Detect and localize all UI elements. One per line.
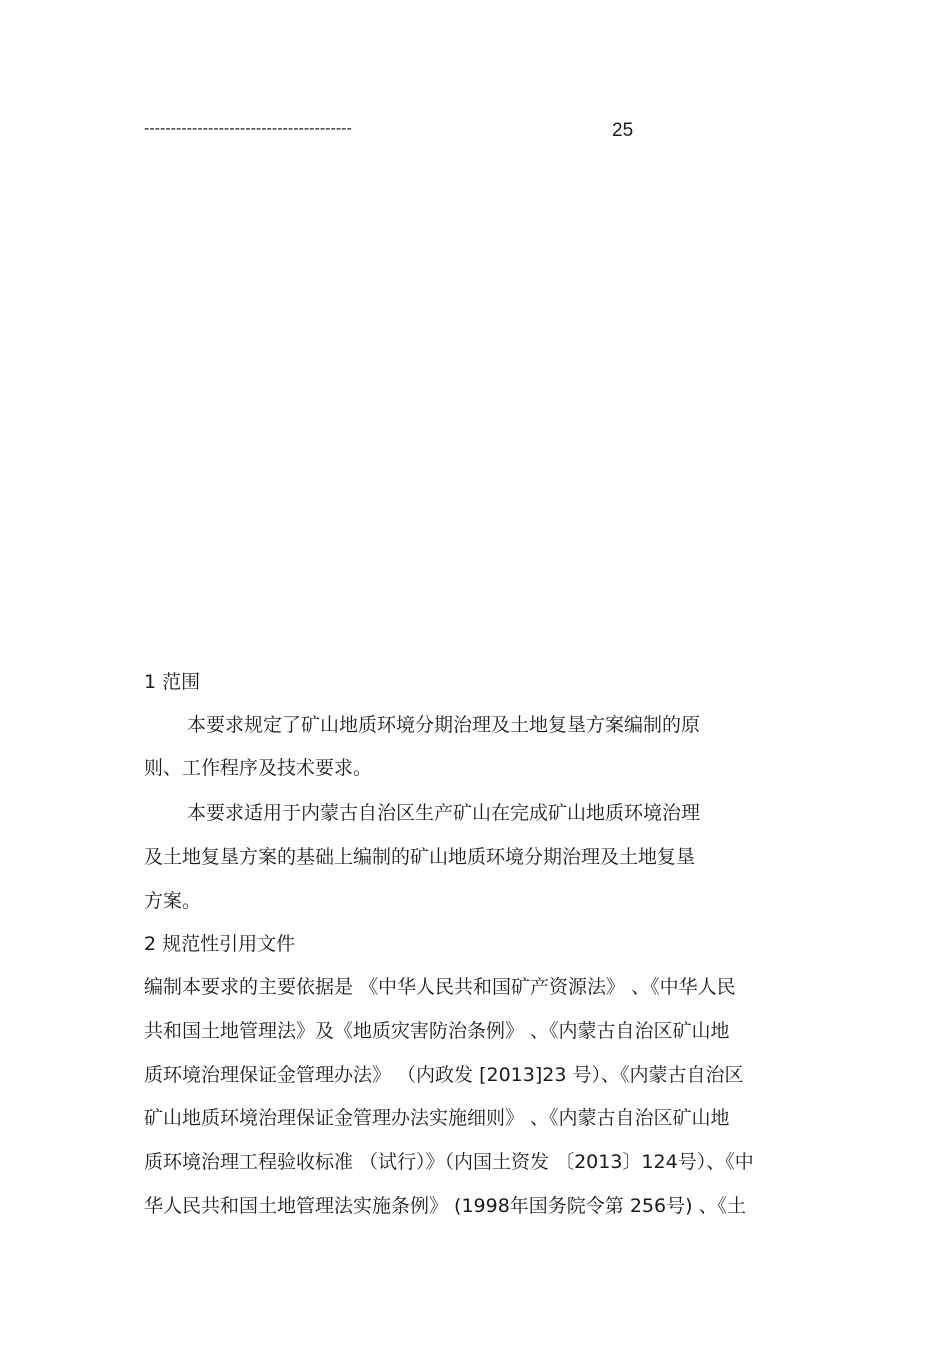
toc-leader: --------------------------------------- (144, 120, 352, 137)
section-2-paragraph-line: 编制本要求的主要依据是 《中华人民共和国矿产资源法》 、《中华人民 (144, 976, 736, 998)
section-2-paragraph-line: 华人民共和国土地管理法实施条例》 (1998年国务院令第 256号) 、《土 (144, 1195, 747, 1217)
section-1-paragraph-line: 本要求适用于内蒙古自治区生产矿山在完成矿山地质环境治理 (187, 802, 701, 824)
section-1-paragraph-line: 方案。 (144, 890, 202, 912)
section-1-heading: 1 范围 (144, 671, 201, 693)
section-2-paragraph-line: 共和国土地管理法》及《地质灾害防治条例》 、《内蒙古自治区矿山地 (144, 1020, 730, 1042)
section-2-paragraph-line: 矿山地质环境治理保证金管理办法实施细则》 、《内蒙古自治区矿山地 (144, 1107, 730, 1129)
section-2-heading: 2 规范性引用文件 (144, 933, 296, 955)
section-1-paragraph-line: 则、工作程序及技术要求。 (144, 757, 373, 779)
toc-page-number: 25 (612, 120, 634, 141)
toc-entry (144, 120, 644, 146)
section-1-paragraph-line: 本要求规定了矿山地质环境分期治理及土地复垦方案编制的原 (187, 714, 701, 736)
section-1-paragraph-line: 及土地复垦方案的基础上编制的矿山地质环境分期治理及土地复垦 (144, 846, 696, 868)
section-2-paragraph-line: 质环境治理工程验收标准 （试行）》（内国土资发 〔2013〕124号）、《中 (144, 1151, 754, 1173)
section-2-paragraph-line: 质环境治理保证金管理办法》 （内政发 [2013]23 号）、《内蒙古自治区 (144, 1064, 744, 1086)
